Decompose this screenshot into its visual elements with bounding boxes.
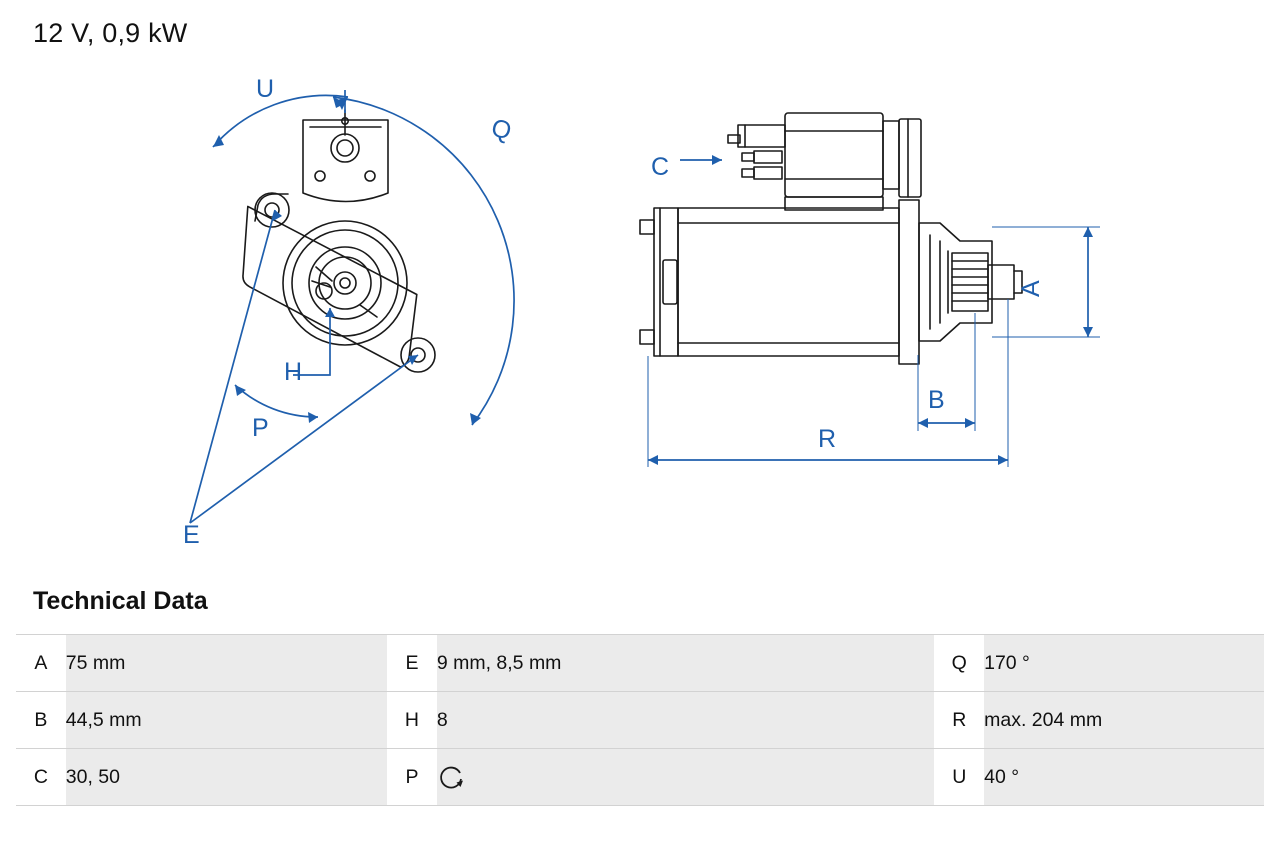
technical-data-table [16,634,1264,806]
row-value-r: max. 204 mm [984,692,1264,749]
row-key-c: C [16,749,66,806]
row-key-a: A [16,635,66,692]
table-row [16,749,1264,806]
row-value-p [437,749,935,806]
table-row [16,692,1264,749]
label-U: U [256,75,275,103]
dimension-labels [183,75,1045,549]
row-value-u: 40 ° [984,749,1264,806]
row-value-c: 30, 50 [66,749,387,806]
label-P: P [252,414,269,442]
row-key-e: E [387,635,437,692]
side-view-starter [640,113,1022,364]
row-key-h: H [387,692,437,749]
row-value-b: 44,5 mm [66,692,387,749]
label-H: H [284,358,303,386]
row-value-a: 75 mm [66,635,387,692]
page-title: 12 V, 0,9 kW [33,18,188,48]
row-key-q: Q [934,635,984,692]
table-row [16,635,1264,692]
label-B: B [928,386,945,414]
label-Q: Q [488,113,515,146]
dimension-annotations [190,90,1100,523]
label-R: R [818,425,837,453]
row-value-h: 8 [437,692,935,749]
row-key-p: P [387,749,437,806]
row-value-q: 170 ° [984,635,1264,692]
clockwise-rotation-icon [437,762,467,792]
technical-data-heading: Technical Data [33,587,208,615]
label-C: C [651,153,670,181]
row-key-r: R [934,692,984,749]
label-A: A [1017,280,1045,297]
row-key-u: U [934,749,984,806]
starter-motor-technical-drawing [0,55,1280,575]
row-value-e: 9 mm, 8,5 mm [437,635,935,692]
label-E: E [183,521,200,549]
row-key-b: B [16,692,66,749]
